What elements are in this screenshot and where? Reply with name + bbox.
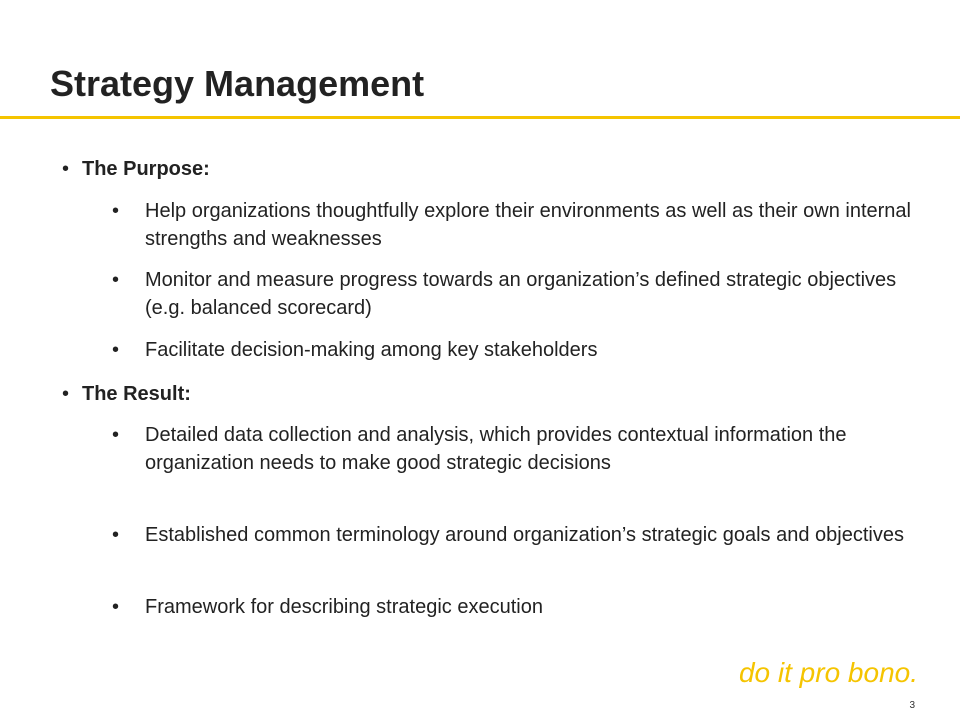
section-heading-result — [62, 380, 191, 408]
list-item — [112, 336, 935, 364]
list-item-text: Detailed data collection and analysis, which provides contextual information the organization needs to make good strategic decisions — [145, 424, 847, 474]
bullet-glyph: • — [112, 269, 120, 291]
list-item-text: Framework for describing strategic execution — [145, 596, 543, 618]
list-item-text: Help organizations thoughtfully explore their environments as well as their own internal strengths and weaknesses — [145, 200, 911, 250]
bullet-glyph: • — [112, 596, 120, 618]
bullet-glyph: • — [112, 424, 120, 446]
list-item — [112, 521, 935, 549]
list-item — [112, 593, 935, 621]
bullet-glyph: • — [112, 524, 120, 546]
section-heading-label: The Purpose: — [82, 158, 210, 180]
bullet-glyph: • — [62, 383, 70, 405]
title-divider — [0, 116, 960, 119]
list-item — [112, 197, 935, 253]
bullet-glyph: • — [112, 339, 120, 361]
section-heading-purpose — [62, 155, 210, 183]
list-item — [112, 266, 935, 322]
list-item — [112, 421, 935, 477]
section-heading-label: The Result: — [82, 383, 191, 405]
list-item-text: Established common terminology around organization’s strategic goals and objectives — [145, 524, 904, 546]
list-item-text: Monitor and measure progress towards an organization’s defined strategic objectives (e.g. balanced scorecard) — [145, 269, 897, 319]
list-item-text: Facilitate decision-making among key stakeholders — [145, 339, 598, 361]
bullet-glyph: • — [62, 158, 70, 180]
slide-title: Strategy Management — [50, 63, 425, 104]
page-number: 3 — [909, 700, 915, 711]
bullet-glyph: • — [112, 200, 120, 222]
brand-tagline: do it pro bono. — [738, 657, 918, 688]
